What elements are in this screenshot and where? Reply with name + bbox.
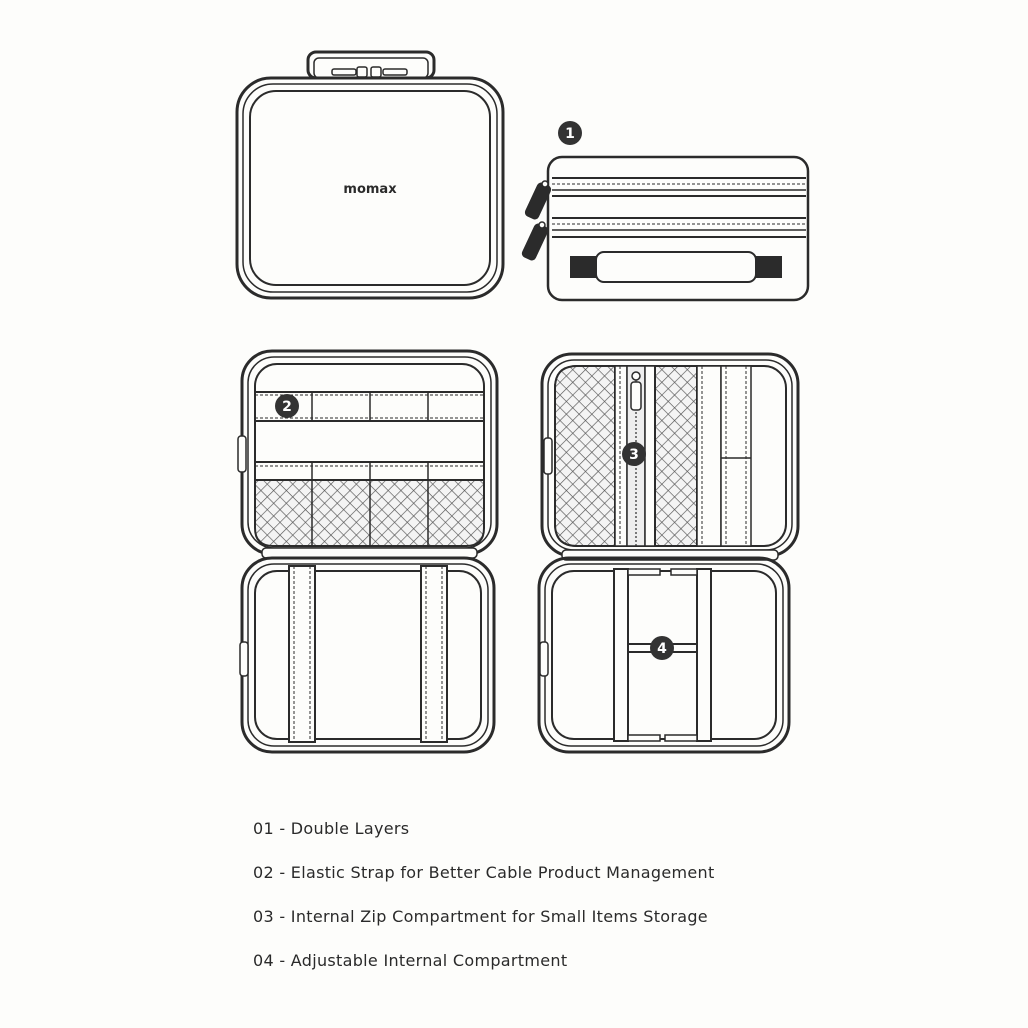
legend-item-double-layers: 01 - Double Layers: [253, 819, 410, 838]
case-side-view: [521, 157, 808, 300]
legend-item-zip-compartment: 03 - Internal Zip Compartment for Small Items Storage: [253, 907, 708, 926]
closed-case-front: [237, 52, 503, 298]
svg-text:1: 1: [565, 126, 575, 142]
svg-text:3: 3: [629, 447, 639, 463]
svg-text:4: 4: [657, 641, 667, 657]
callout-badge-3: [622, 442, 646, 466]
callout-badge-2: [275, 394, 299, 418]
legend-item-elastic-strap: 02 - Elastic Strap for Better Cable Product Management: [253, 863, 715, 882]
svg-text:2: 2: [282, 399, 292, 415]
callout-badge-1: [558, 121, 582, 145]
side-handle: [570, 252, 782, 282]
legend-item-adjustable-compartment: 04 - Adjustable Internal Compartment: [253, 951, 568, 970]
brand-logo: momax: [343, 182, 397, 197]
feature-legend: [253, 815, 715, 991]
zipper-pull-lower: [521, 222, 549, 261]
callout-badge-4: [650, 636, 674, 660]
open-case-zip-compartment: [539, 354, 798, 752]
